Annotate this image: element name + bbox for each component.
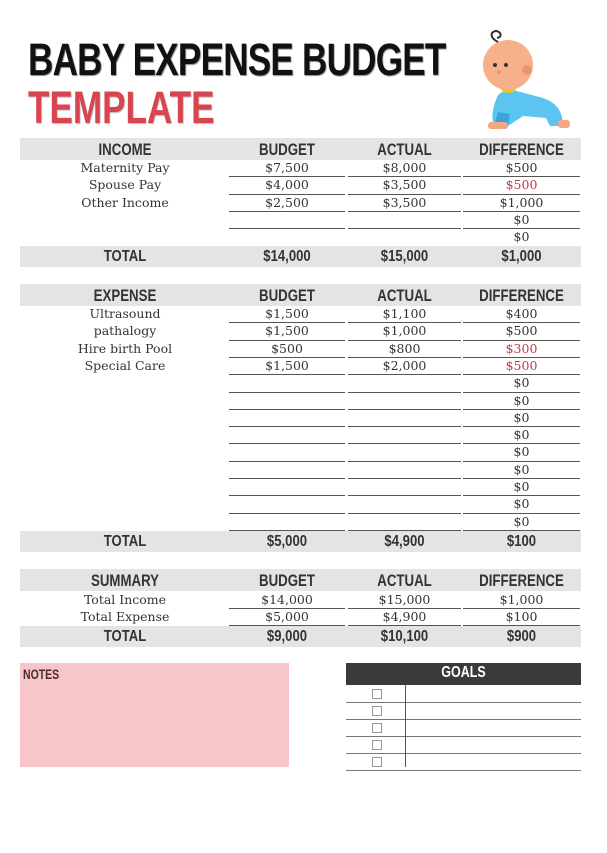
row-difference: $0 [513,461,530,477]
row-budget[interactable]: $1,500 [265,323,309,339]
row-difference: $100 [505,609,538,624]
row-underline [348,228,461,229]
row-budget[interactable]: $5,000 [265,609,309,624]
row-actual[interactable]: $1,000 [382,323,427,339]
row-actual[interactable]: $3,500 [382,194,427,210]
expense-difference-header: DIFFERENCE [479,286,564,305]
expense-total-label: TOTAL [103,533,147,550]
income-total-difference: $1,000 [501,248,542,265]
goal-checkbox[interactable] [372,757,382,767]
goal-text[interactable] [410,686,578,701]
row-difference: $0 [513,427,530,443]
row-label[interactable]: Total Expense [80,609,170,624]
row-underline [348,409,461,410]
row-label[interactable]: Maternity Pay [80,160,170,175]
row-label[interactable]: Ultrasound [89,306,161,321]
expense-heading: EXPENSE [93,286,157,305]
row-difference: $500 [505,323,538,339]
row-budget[interactable]: $500 [271,340,303,356]
row-underline [229,392,345,393]
goal-checkbox[interactable] [372,723,382,733]
goal-checkbox[interactable] [372,689,382,699]
row-difference: $400 [505,306,538,321]
row-difference: $1,000 [499,592,544,607]
row-underline [348,426,461,427]
row-label[interactable]: Other Income [81,194,169,210]
page-subtitle: TEMPLATE [28,82,215,133]
row-label[interactable]: Total Income [83,592,167,607]
row-budget[interactable]: $2,500 [265,194,309,210]
income-actual-header: ACTUAL [377,140,432,159]
row-difference: $300 [505,340,538,356]
summary-total-budget: $9,000 [266,628,308,645]
row-label[interactable]: Hire birth Pool [77,340,173,356]
row-budget[interactable]: $4,000 [265,177,309,193]
row-underline [229,513,345,514]
row-underline [348,392,461,393]
row-actual[interactable]: $3,500 [382,177,427,193]
row-difference: $0 [513,496,530,512]
row-underline [229,374,345,375]
goal-checkbox[interactable] [372,706,382,716]
row-difference: $500 [505,160,538,175]
row-underline [348,211,461,212]
row-underline [348,478,461,479]
expense-budget-header: BUDGET [259,286,315,305]
row-underline [348,461,461,462]
row-budget[interactable]: $1,500 [265,357,309,373]
goal-checkbox[interactable] [372,740,382,750]
crawling-baby-icon [468,30,578,135]
row-underline [348,495,461,496]
goal-text[interactable] [410,754,578,769]
row-underline [229,461,345,462]
row-difference: $0 [513,211,530,227]
row-label[interactable]: Special Care [84,357,166,373]
goals-divider [405,685,406,767]
row-actual[interactable]: $800 [388,340,421,356]
row-underline [229,426,345,427]
row-difference: $0 [513,229,530,245]
row-underline [229,409,345,410]
row-underline [229,211,345,212]
goals-panel [346,663,581,767]
row-difference: $0 [513,444,530,460]
row-budget[interactable]: $14,000 [261,592,313,607]
goals-title: GOALS [441,664,486,681]
row-difference: $1,000 [499,194,544,210]
summary-actual-header: ACTUAL [377,571,432,590]
notes-title: NOTES [23,666,60,682]
expense-actual-header: ACTUAL [377,286,432,305]
row-actual[interactable]: $2,000 [382,357,427,373]
row-actual[interactable]: $8,000 [382,160,427,175]
goal-item[interactable] [346,685,581,703]
summary-total-label: TOTAL [103,628,147,645]
goal-item[interactable] [346,753,581,771]
row-actual[interactable]: $15,000 [378,592,431,607]
goal-text[interactable] [410,703,578,718]
row-underline [348,513,461,514]
summary-heading: SUMMARY [90,571,160,590]
row-underline [229,495,345,496]
summary-total-difference: $900 [506,628,537,645]
row-underline [229,443,345,444]
row-difference: $500 [505,177,538,193]
goal-item[interactable] [346,702,581,720]
row-budget[interactable]: $7,500 [265,160,309,175]
row-underline [348,443,461,444]
notes-box[interactable] [20,663,289,767]
row-difference: $500 [505,357,538,373]
row-budget[interactable]: $1,500 [265,306,309,321]
expense-total-difference: $100 [506,533,537,550]
row-underline [229,478,345,479]
goal-text[interactable] [410,737,578,752]
income-total-budget: $14,000 [263,248,311,265]
row-label[interactable]: pathalogy [93,323,157,339]
summary-budget-header: BUDGET [259,571,315,590]
income-budget-header: BUDGET [259,140,315,159]
summary-difference-header: DIFFERENCE [479,571,564,590]
income-total-label: TOTAL [103,248,147,265]
income-heading: INCOME [98,140,152,159]
summary-total-actual: $10,100 [380,628,429,645]
income-total-actual: $15,000 [380,248,429,265]
goal-item[interactable] [346,719,581,737]
row-difference: $0 [513,479,530,494]
row-difference: $0 [513,392,530,408]
row-label[interactable]: Spouse Pay [88,177,162,193]
row-actual[interactable]: $1,100 [382,306,427,321]
goal-text[interactable] [410,720,578,735]
row-difference: $0 [513,513,530,529]
income-difference-header: DIFFERENCE [479,140,564,159]
goals-header-bar [346,663,581,685]
expense-total-actual: $4,900 [384,533,425,550]
row-actual[interactable]: $4,900 [382,609,427,624]
page-title: BABY EXPENSE BUDGET [28,34,446,85]
row-underline [348,374,461,375]
goal-item[interactable] [346,736,581,754]
row-difference: $0 [513,409,530,425]
row-difference: $0 [513,375,530,391]
expense-total-budget: $5,000 [266,533,308,550]
row-underline [229,228,345,229]
